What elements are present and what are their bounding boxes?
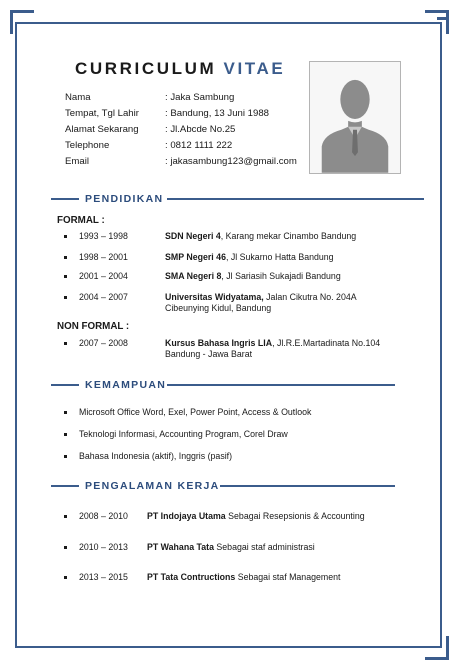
- section-divider-left: [51, 198, 79, 200]
- list-bullet: [64, 455, 67, 458]
- edu-detail: , Karang mekar Cinambo Bandung: [220, 231, 357, 241]
- list-bullet: [64, 515, 67, 518]
- person-silhouette-icon: [310, 62, 400, 173]
- list-bullet: [64, 411, 67, 414]
- list-bullet: [64, 235, 67, 238]
- job-company: PT Wahana Tata: [147, 542, 214, 552]
- info-label: Tempat, Tgl Lahir: [65, 108, 139, 119]
- info-value: : Jl.Abcde No.25: [165, 124, 236, 135]
- info-value: : jakasambung123@gmail.com: [165, 156, 297, 167]
- title-main: CURRICULUM: [75, 59, 217, 78]
- edu-detail: , Jl Sariasih Sukajadi Bandung: [221, 271, 341, 281]
- edu-detail-line2: Bandung - Jawa Barat: [165, 349, 253, 359]
- edu-years: 1993 – 1998: [79, 231, 128, 241]
- corner-decoration-top-right-v: [446, 10, 449, 34]
- info-label: Nama: [65, 92, 91, 103]
- section-title-kemampuan: KEMAMPUAN: [85, 379, 167, 391]
- edu-school: SDN Negeri 4: [165, 231, 221, 241]
- edu-entry: [165, 292, 357, 303]
- list-bullet: [64, 433, 67, 436]
- job-role: Sebagai staf Management: [235, 572, 341, 582]
- info-value: : 0812 1111 222: [165, 140, 233, 151]
- edu-years: 2007 – 2008: [79, 338, 128, 348]
- info-label: Alamat Sekarang: [65, 124, 139, 135]
- corner-decoration-top-left-h: [10, 10, 34, 13]
- edu-years: 1998 – 2001: [79, 252, 128, 262]
- page-title: [75, 59, 285, 79]
- job-entry: [147, 572, 340, 583]
- section-title-pengalaman: PENGALAMAN KERJA: [85, 480, 220, 492]
- corner-decoration-bottom-right-v: [446, 636, 449, 660]
- section-divider-right: [167, 384, 395, 386]
- edu-school: Universitas Widyatama,: [165, 292, 264, 302]
- job-role: Sebagai Resepsionis & Accounting: [225, 511, 365, 521]
- edu-school: SMP Negeri 46: [165, 252, 226, 262]
- job-company: PT Indojaya Utama: [147, 511, 226, 521]
- section-divider-right: [167, 198, 424, 200]
- job-years: 2010 – 2013: [79, 542, 128, 552]
- list-bullet: [64, 256, 67, 259]
- edu-school: SMA Negeri 8: [165, 271, 222, 281]
- section-title-pendidikan: PENDIDIKAN: [85, 193, 164, 205]
- info-label: Email: [65, 156, 89, 167]
- job-entry: [147, 511, 365, 522]
- info-value: : Bandung, 13 Juni 1988: [165, 108, 270, 119]
- list-bullet: [64, 546, 67, 549]
- corner-decoration-top-left-v: [10, 10, 13, 34]
- nonformal-heading: NON FORMAL :: [57, 321, 130, 332]
- edu-detail: , Jl Sukarno Hatta Bandung: [225, 252, 334, 262]
- job-entry: [147, 542, 315, 553]
- edu-course: Kursus Bahasa Ingris LIA: [165, 338, 273, 348]
- edu-detail: Jalan Cikutra No. 204A: [263, 292, 357, 302]
- job-role: Sebagai staf administrasi: [213, 542, 315, 552]
- edu-years: 2001 – 2004: [79, 271, 128, 281]
- job-years: 2008 – 2010: [79, 511, 128, 521]
- edu-entry: [165, 252, 334, 263]
- formal-heading: FORMAL :: [57, 215, 105, 226]
- job-years: 2013 – 2015: [79, 572, 128, 582]
- edu-entry: [165, 231, 356, 242]
- section-divider-left: [51, 485, 79, 487]
- skill-item: Bahasa Indonesia (aktif), Inggris (pasif): [79, 451, 233, 461]
- edu-entry: [165, 338, 380, 349]
- skill-item: Teknologi Informasi, Accounting Program, Corel Draw: [79, 429, 288, 439]
- list-bullet: [64, 275, 67, 278]
- title-accent: VITAE: [223, 59, 286, 78]
- edu-entry: [165, 271, 341, 282]
- edu-detail-line2: Cibeunying Kidul, Bandung: [165, 303, 272, 313]
- list-bullet: [64, 342, 67, 345]
- info-value: : Jaka Sambung: [165, 92, 235, 103]
- info-label: Telephone: [65, 140, 110, 151]
- section-divider-right: [220, 485, 395, 487]
- list-bullet: [64, 576, 67, 579]
- profile-photo: [309, 61, 401, 174]
- skill-item: Microsoft Office Word, Exel, Power Point, Access & Outlook: [79, 407, 312, 417]
- section-divider-left: [51, 384, 79, 386]
- edu-years: 2004 – 2007: [79, 292, 128, 302]
- edu-detail: , Jl.R.E.Martadinata No.104: [272, 338, 381, 348]
- corner-decoration-top-right-step: [437, 17, 449, 20]
- list-bullet: [64, 296, 67, 299]
- job-company: PT Tata Contructions: [147, 572, 236, 582]
